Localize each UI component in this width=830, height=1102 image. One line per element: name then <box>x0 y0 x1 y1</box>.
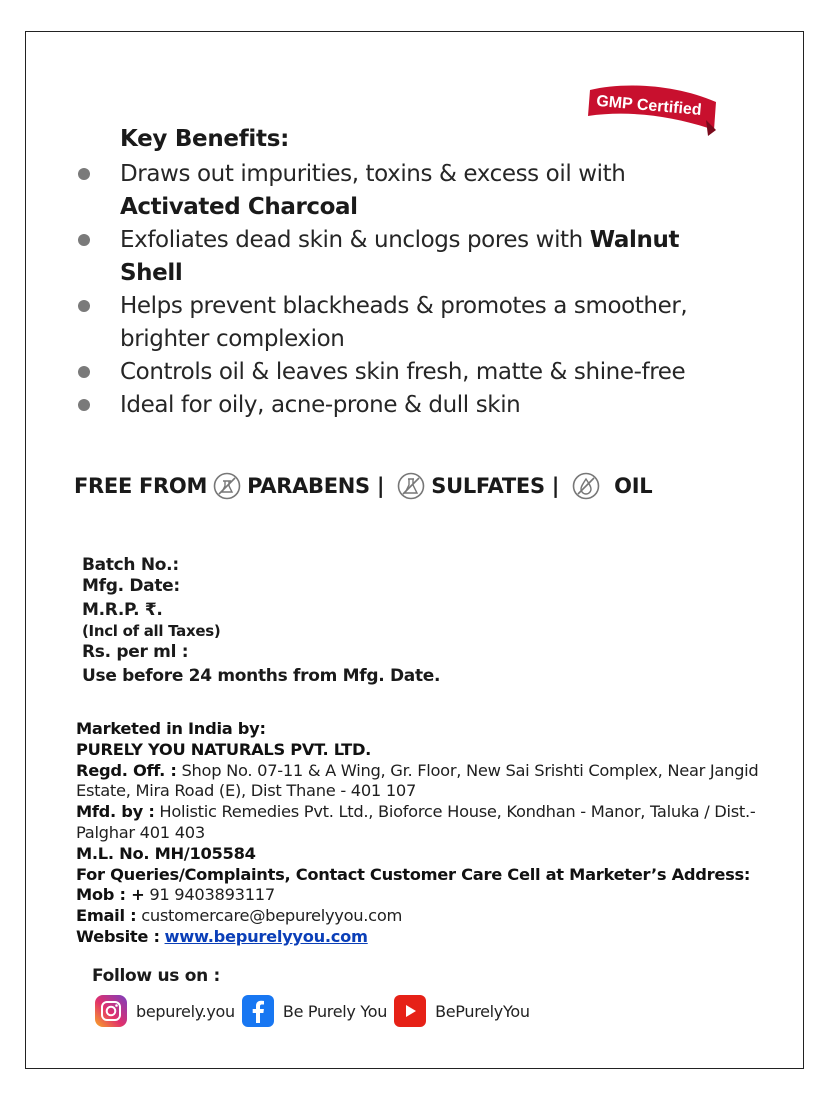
batch-details <box>82 555 440 687</box>
free-from-item-parabens: PARABENS <box>247 474 370 498</box>
instagram-icon[interactable] <box>94 994 128 1028</box>
facebook-handle[interactable]: Be Purely You <box>282 1001 388 1021</box>
bullet-icon <box>78 168 90 180</box>
benefit-item: Ideal for oily, acne-prone & dull skin <box>76 389 716 422</box>
no-oil-icon <box>572 472 600 500</box>
marketer-info <box>76 719 766 948</box>
registered-office: Regd. Off. : Shop No. 07-11 & A Wing, Gr. Floor, New Sai Srishti Complex, Near Jangid Estate, Mira Road (E), Dist Thane - 401 107 <box>76 760 759 801</box>
email: Email : customercare@bepurelyyou.com <box>76 906 403 926</box>
follow-us-title: Follow us on : <box>92 966 220 986</box>
license-number: M.L. No. MH/105584 <box>76 843 256 863</box>
benefit-item: Helps prevent blackheads & promotes a smoother, brighter complexion <box>76 290 716 356</box>
key-benefits-list <box>76 158 716 422</box>
company-name: PURELY YOU NATURALS PVT. LTD. <box>76 739 372 759</box>
manufactured-by: Mfd. by : Holistic Remedies Pvt. Ltd., Bioforce House, Kondhan - Manor, Taluka / Dist.- Palghar 401 403 <box>76 802 756 842</box>
website-link[interactable]: www.bepurelyyou.com <box>164 926 368 946</box>
benefit-item: Exfoliates dead skin & unclogs pores with Walnut Shell <box>76 224 716 290</box>
youtube-handle[interactable]: BePurelyYou <box>435 1001 530 1021</box>
free-from-label: FREE FROM <box>74 474 208 498</box>
bullet-icon <box>78 300 90 312</box>
bullet-icon <box>78 399 90 411</box>
mfg-date: Mfg. Date: <box>82 576 180 596</box>
free-from-row <box>74 472 652 500</box>
gmp-certified-badge <box>584 80 722 138</box>
marketed-by-label: Marketed in India by: <box>76 719 266 738</box>
youtube-icon[interactable] <box>393 994 427 1028</box>
benefit-item: Draws out impurities, toxins & excess oil with Activated Charcoal <box>76 158 716 224</box>
bullet-icon <box>78 234 90 246</box>
queries-note: For Queries/Complaints, Contact Customer Care Cell at Marketer’s Address: <box>76 864 751 884</box>
free-from-item-sulfates: SULFATES <box>431 474 545 498</box>
no-sulfates-icon <box>397 472 425 500</box>
key-benefits-title: Key Benefits: <box>120 126 289 152</box>
benefit-item: Controls oil & leaves skin fresh, matte & shine-free <box>76 356 716 389</box>
use-before: Use before 24 months from Mfg. Date. <box>82 666 441 686</box>
price-per-ml: Rs. per ml : <box>82 642 189 662</box>
separator: | <box>551 474 560 498</box>
mobile-number: Mob : + 91 9403893117 <box>76 885 275 905</box>
website: Website : www.bepurelyyou.com <box>76 926 368 946</box>
free-from-item-oil: OIL <box>614 474 653 498</box>
gmp-badge-text: GMP Certified <box>595 92 703 119</box>
separator: | <box>376 474 385 498</box>
bullet-icon <box>78 366 90 378</box>
social-links <box>94 994 536 1028</box>
mrp: M.R.P. ₹. <box>82 600 163 620</box>
incl-taxes: (Incl of all Taxes) <box>82 622 221 640</box>
batch-no: Batch No.: <box>82 555 179 575</box>
instagram-handle[interactable]: bepurely.you <box>136 1001 235 1021</box>
facebook-icon[interactable] <box>241 994 275 1028</box>
no-parabens-icon <box>213 472 241 500</box>
